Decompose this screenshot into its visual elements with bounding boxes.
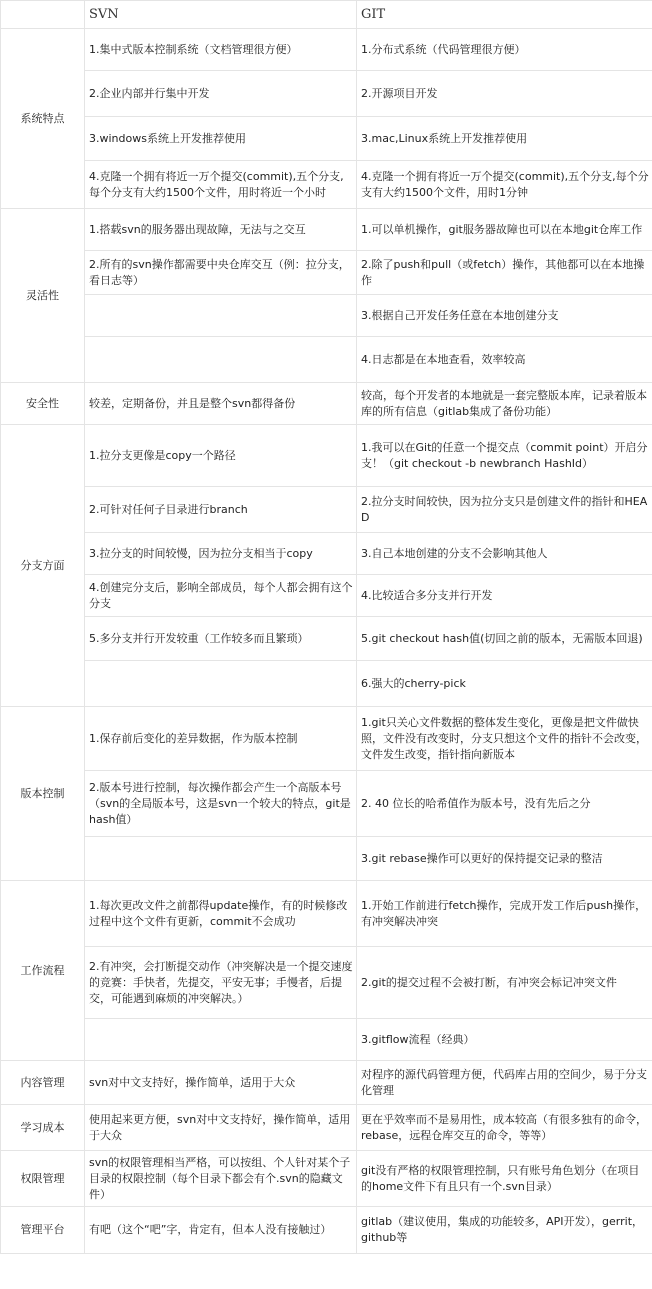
git-cell: 1.开始工作前进行fetch操作，完成开发工作后push操作，有冲突解决冲突 <box>357 881 652 947</box>
table-row <box>1 487 652 533</box>
table-row <box>1 425 652 487</box>
table-row <box>1 1207 652 1254</box>
git-cell: 4.克隆一个拥有将近一万个提交(commit),五个分支,每个分支有大约1500个文件，用时1分钟 <box>357 161 652 209</box>
table-row <box>1 117 652 161</box>
git-cell: 5.git checkout hash值(切回之前的版本，无需版本回退) <box>357 617 652 661</box>
table-row <box>1 383 652 425</box>
git-cell: 对程序的源代码管理方便，代码库占用的空间少，易于分支化管理 <box>357 1061 652 1105</box>
svn-cell: 1.保存前后变化的差异数据，作为版本控制 <box>85 707 357 771</box>
git-cell: 2.git的提交过程不会被打断，有冲突会标记冲突文件 <box>357 947 652 1019</box>
git-cell: git没有严格的权限管理控制，只有账号角色划分（在项目的home文件下有且只有一个.svn目录） <box>357 1151 652 1207</box>
table-row <box>1 1105 652 1151</box>
svn-cell: 4.克隆一个拥有将近一万个提交(commit),五个分支,每个分支有大约1500个文件，用时将近一个小时 <box>85 161 357 209</box>
table-row <box>1 337 652 383</box>
table-row <box>1 661 652 707</box>
table-row <box>1 295 652 337</box>
git-cell: gitlab（建议使用，集成的功能较多，API开发），gerrit，github等 <box>357 1207 652 1254</box>
git-cell: 3.自己本地创建的分支不会影响其他人 <box>357 533 652 575</box>
git-cell: 2.拉分支时间较快，因为拉分支只是创建文件的指针和HEAD <box>357 487 652 533</box>
table-row <box>1 71 652 117</box>
svn-cell: 较差，定期备份，并且是整个svn都得备份 <box>85 383 357 425</box>
svn-cell: 3.拉分支的时间较慢，因为拉分支相当于copy <box>85 533 357 575</box>
git-cell: 4.日志都是在本地查看，效率较高 <box>357 337 652 383</box>
git-cell: 较高，每个开发者的本地就是一套完整版本库，记录着版本库的所有信息（gitlab集成了备份功能） <box>357 383 652 425</box>
git-cell: 3.mac,Linux系统上开发推荐使用 <box>357 117 652 161</box>
table-row <box>1 533 652 575</box>
svn-cell: 2.企业内部并行集中开发 <box>85 71 357 117</box>
svn-cell: 2.有冲突，会打断提交动作（冲突解决是一个提交速度的竞赛：手快者，先提交，平安无事；手慢者，后提交，可能遇到麻烦的冲突解决。） <box>85 947 357 1019</box>
header-blank-cell <box>1 1 85 29</box>
git-cell: 3.gitflow流程（经典） <box>357 1019 652 1061</box>
table-body <box>1 29 652 1254</box>
table-row <box>1 707 652 771</box>
svn-cell: 1.拉分支更像是copy一个路径 <box>85 425 357 487</box>
git-cell: 1.可以单机操作，git服务器故障也可以在本地git仓库工作 <box>357 209 652 251</box>
table-row <box>1 1061 652 1105</box>
table-header <box>1 1 652 29</box>
svn-cell: 4.创建完分支后，影响全部成员，每个人都会拥有这个分支 <box>85 575 357 617</box>
git-cell: 2.开源项目开发 <box>357 71 652 117</box>
header-git: GIT <box>357 1 652 29</box>
svn-cell: 5.多分支并行开发较重（工作较多而且繁琐） <box>85 617 357 661</box>
svn-cell: 1.搭载svn的服务器出现故障，无法与之交互 <box>85 209 357 251</box>
table-row <box>1 1019 652 1061</box>
table-row <box>1 617 652 661</box>
svn-cell: svn对中文支持好，操作简单，适用于大众 <box>85 1061 357 1105</box>
svn-cell <box>85 661 357 707</box>
svn-cell: 1.每次更改文件之前都得update操作，有的时候修改过程中这个文件有更新，commit不会成功 <box>85 881 357 947</box>
header-row <box>1 1 652 29</box>
table-row <box>1 1151 652 1207</box>
git-cell: 1.git只关心文件数据的整体发生变化，更像是把文件做快照，文件没有改变时，分支只想这个文件的指针不会改变，文件发生改变，指针指向新版本 <box>357 707 652 771</box>
svn-cell: 3.windows系统上开发推荐使用 <box>85 117 357 161</box>
git-cell: 1.分布式系统（代码管理很方便） <box>357 29 652 71</box>
svn-cell: 2.所有的svn操作都需要中央仓库交互（例：拉分支，看日志等） <box>85 251 357 295</box>
table-row <box>1 251 652 295</box>
table-row <box>1 575 652 617</box>
git-cell: 1.我可以在Git的任意一个提交点（commit point）开启分支！（git checkout -b newbranch HashId） <box>357 425 652 487</box>
svn-cell: 2.可针对任何子目录进行branch <box>85 487 357 533</box>
svn-cell: 有吧（这个“吧”字，肯定有，但本人没有接触过） <box>85 1207 357 1254</box>
category-cell: 内容管理 <box>1 1061 85 1105</box>
git-cell: 6.强大的cherry-pick <box>357 661 652 707</box>
header-svn: SVN <box>85 1 357 29</box>
table-row <box>1 29 652 71</box>
svn-cell <box>85 337 357 383</box>
svn-cell <box>85 295 357 337</box>
category-cell: 灵活性 <box>1 209 85 383</box>
svn-cell: 使用起来更方便，svn对中文支持好，操作简单，适用于大众 <box>85 1105 357 1151</box>
category-cell: 系统特点 <box>1 29 85 209</box>
git-cell: 3.根据自己开发任务任意在本地创建分支 <box>357 295 652 337</box>
git-cell: 2. 40 位长的哈希值作为版本号，没有先后之分 <box>357 771 652 837</box>
svn-cell: svn的权限管理相当严格，可以按组、个人针对某个子目录的权限控制（每个目录下都会有个.svn的隐藏文件） <box>85 1151 357 1207</box>
category-cell: 安全性 <box>1 383 85 425</box>
git-cell: 4.比较适合多分支并行开发 <box>357 575 652 617</box>
table-row <box>1 881 652 947</box>
table-row <box>1 209 652 251</box>
category-cell: 版本控制 <box>1 707 85 881</box>
table-row <box>1 837 652 881</box>
git-cell: 3.git rebase操作可以更好的保持提交记录的整洁 <box>357 837 652 881</box>
svn-cell <box>85 1019 357 1061</box>
svn-cell: 2.版本号进行控制，每次操作都会产生一个高版本号（svn的全局版本号，这是svn一个较大的特点，git是hash值） <box>85 771 357 837</box>
category-cell: 权限管理 <box>1 1151 85 1207</box>
table-row <box>1 771 652 837</box>
table-row <box>1 947 652 1019</box>
git-cell: 更在乎效率而不是易用性，成本较高（有很多独有的命令，rebase，远程仓库交互的命令，等等） <box>357 1105 652 1151</box>
svn-cell: 1.集中式版本控制系统（文档管理很方便） <box>85 29 357 71</box>
category-cell: 分支方面 <box>1 425 85 707</box>
git-cell: 2.除了push和pull（或fetch）操作，其他都可以在本地操作 <box>357 251 652 295</box>
table-row <box>1 161 652 209</box>
category-cell: 学习成本 <box>1 1105 85 1151</box>
category-cell: 工作流程 <box>1 881 85 1061</box>
category-cell: 管理平台 <box>1 1207 85 1254</box>
svn-cell <box>85 837 357 881</box>
